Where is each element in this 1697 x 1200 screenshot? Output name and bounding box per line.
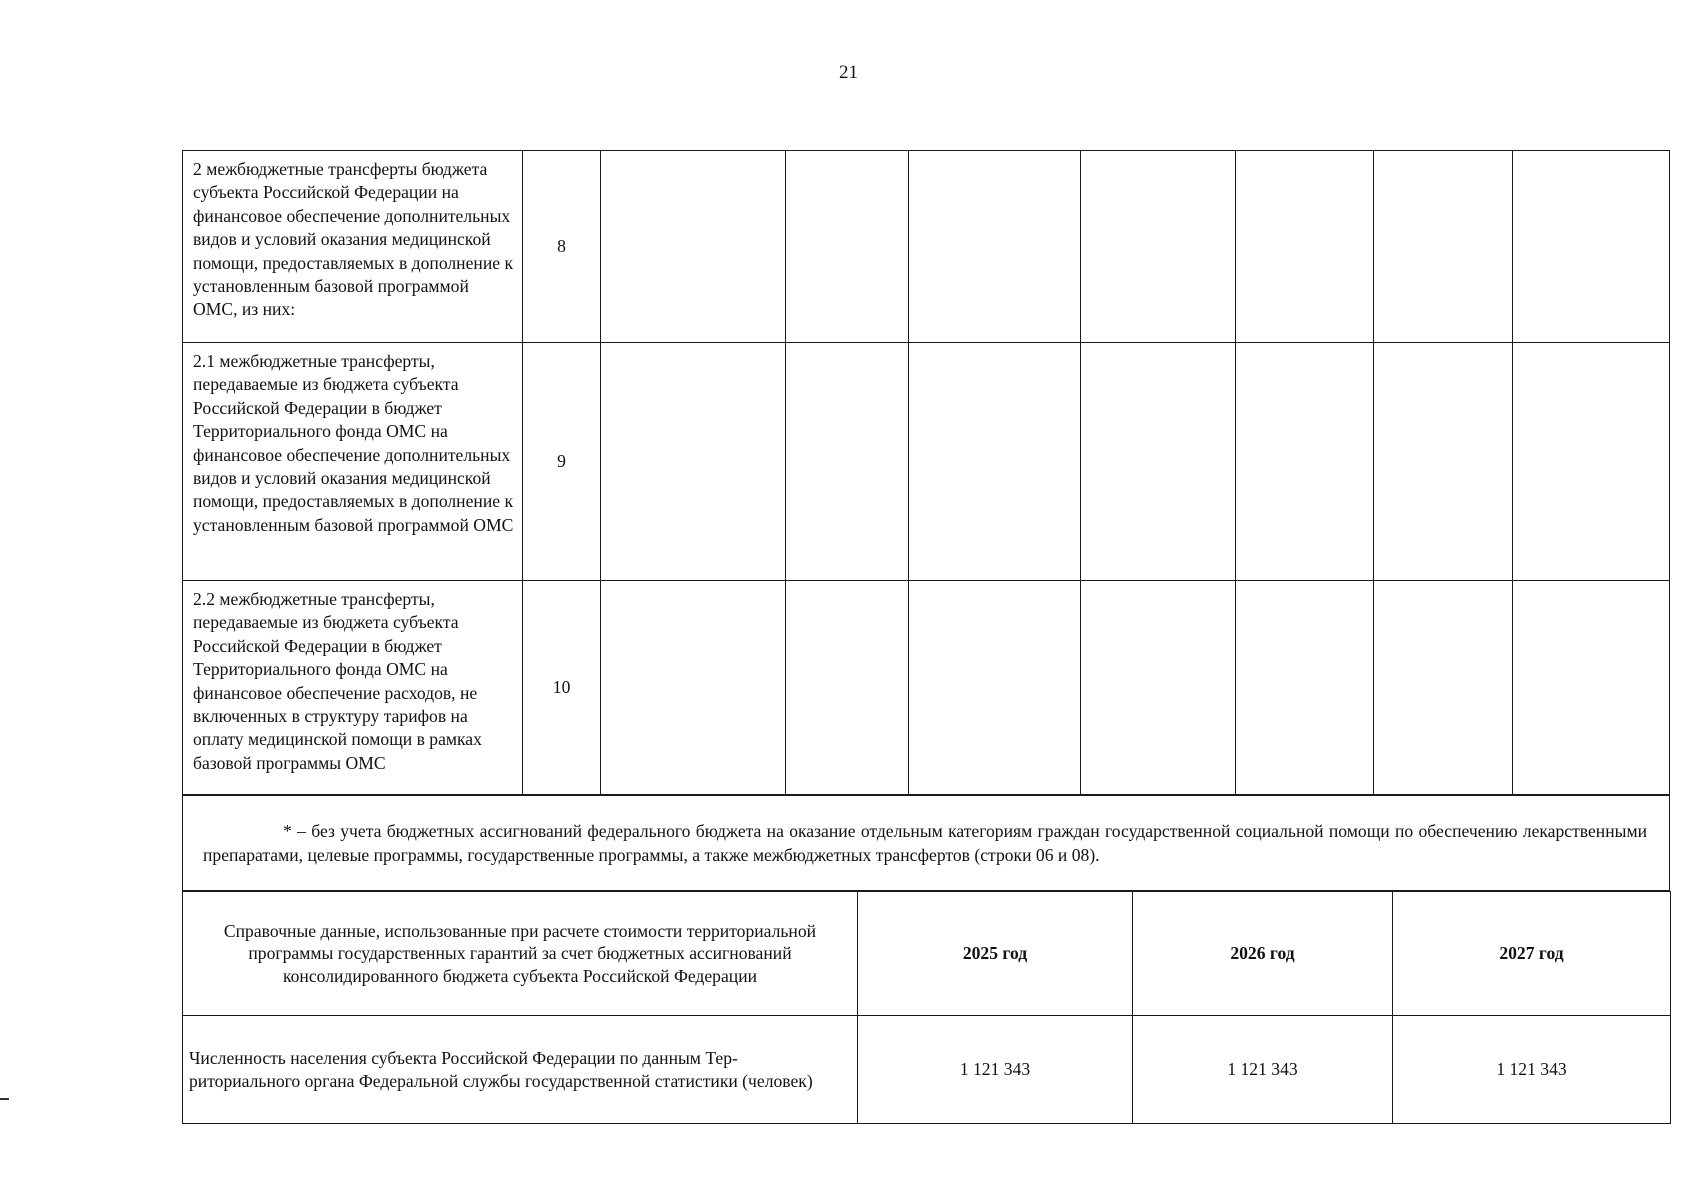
reference-table (182, 891, 1671, 1124)
footnote: * – без учета бюджетных ассигнований федерального бюджета на оказание отдельным категориям граждан государственной социальной помощи по обеспечению лекарственными препаратами, целевые программы, государственные программы, а также межбюджетных трансфертов (строки 06 и 08). (183, 796, 1670, 891)
empty-cell (1512, 343, 1669, 581)
empty-cell (786, 581, 909, 795)
empty-cell (1374, 343, 1512, 581)
empty-cell (600, 581, 785, 795)
reference-header-label: Справочные данные, использованные при расчете стоимости территориальной программы государственных гарантий за счет бюджетных ассигнований консолидированного бюджета субъекта Российской Федерации (183, 892, 858, 1016)
margin-mark (0, 1098, 9, 1100)
row-number: 8 (523, 151, 600, 343)
empty-cell (786, 151, 909, 343)
empty-cell (909, 343, 1080, 581)
row-number: 10 (523, 581, 600, 795)
empty-cell (909, 151, 1080, 343)
empty-cell (600, 151, 785, 343)
table-row (183, 581, 1670, 795)
empty-cell (1080, 581, 1235, 795)
empty-cell (1374, 151, 1512, 343)
year-header: 2026 год (1133, 892, 1393, 1016)
footnote-table (182, 795, 1670, 891)
empty-cell (1512, 151, 1669, 343)
population-value: 1 121 343 (858, 1016, 1133, 1124)
page-number: 21 (839, 62, 858, 83)
table-row (183, 151, 1670, 343)
transfers-table (182, 150, 1670, 795)
empty-cell (600, 343, 785, 581)
population-label: Численность населения субъекта Российской Федерации по данным Территориального органа Федеральной службы государственной статистики (человек) (183, 1016, 858, 1124)
empty-cell (1235, 343, 1373, 581)
table-row (183, 892, 1671, 1016)
empty-cell (786, 343, 909, 581)
empty-cell (1512, 581, 1669, 795)
document-body (182, 150, 1670, 1124)
empty-cell (909, 581, 1080, 795)
population-value: 1 121 343 (1133, 1016, 1393, 1124)
empty-cell (1080, 151, 1235, 343)
empty-cell (1235, 581, 1373, 795)
population-value: 1 121 343 (1393, 1016, 1671, 1124)
row-description: 2.2 межбюджетные трансферты, передаваемые из бюджета субъекта Российской Федерации в бюджет Территориального фонда ОМС на финансовое обеспечение расходов, не включенных в структуру тарифов на оплату медицинской помощи в рамках базовой программы ОМС (183, 581, 523, 795)
empty-cell (1235, 151, 1373, 343)
row-number: 9 (523, 343, 600, 581)
row-description: 2.1 межбюджетные трансферты, передаваемые из бюджета субъекта Российской Федерации в бюджет Территориального фонда ОМС на финансовое обеспечение дополнительных видов и условий оказания медицинской помощи, предоставляемых в дополнение к установленным базовой программой ОМС (183, 343, 523, 581)
year-header: 2025 год (858, 892, 1133, 1016)
table-row (183, 343, 1670, 581)
year-header: 2027 год (1393, 892, 1671, 1016)
table-row (183, 1016, 1671, 1124)
empty-cell (1374, 581, 1512, 795)
empty-cell (1080, 343, 1235, 581)
row-description: 2 межбюджетные трансферты бюджета субъекта Российской Федерации на финансовое обеспечение дополнительных видов и условий оказания медицинской помощи, предоставляемых в дополнение к установленным базовой программой ОМС, из них: (183, 151, 523, 343)
